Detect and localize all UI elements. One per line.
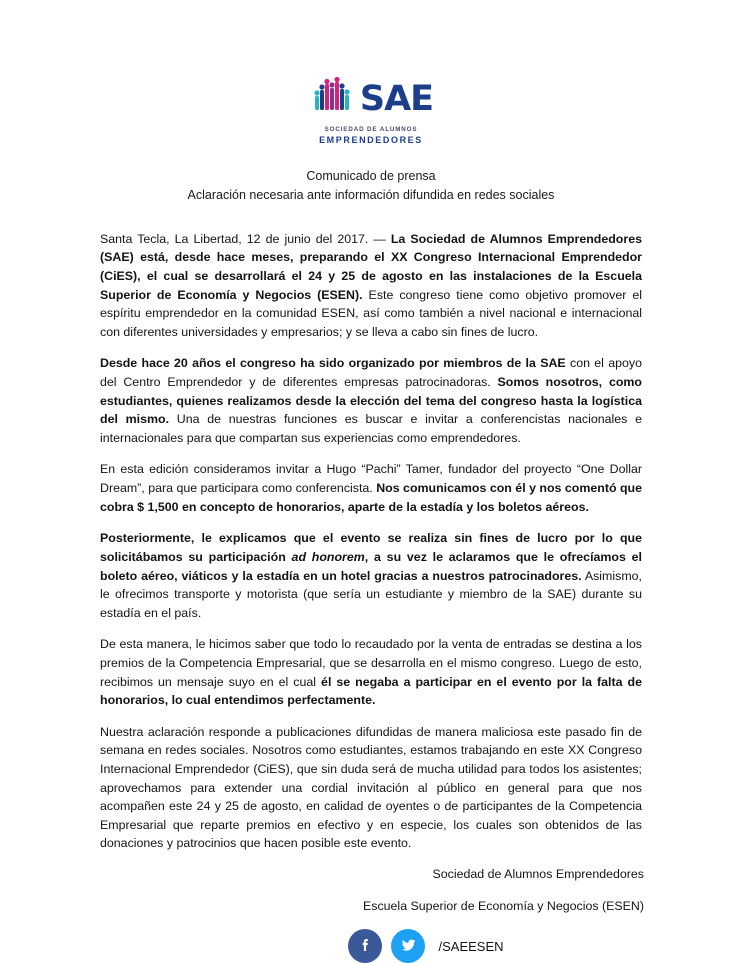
paragraph-3 [100, 460, 642, 516]
text-run: De esta manera, le hicimos saber que todo lo recaudado por la venta de entradas se destina a los premios de la Competencia Empresarial, que se desarrolla en el mismo congreso. Luego de esto, recibimos un mensaje suyo en el cual [100, 637, 642, 689]
text-run: Desde hace 20 años el congreso ha sido organizado por miembros de la SAE [100, 356, 566, 371]
text-run: En esta edición consideramos invitar a Hugo “Pachi” Tamer, fundador del proyecto “One Dollar Dream”, para que participara como conferencista. [100, 462, 642, 496]
social-handle: /SAEESEN [438, 938, 504, 954]
page-subtitle: Aclaración necesaria ante información difundida en redes sociales [187, 188, 555, 203]
text-run: ad honorem [291, 549, 365, 564]
paragraph-1 [100, 230, 642, 342]
paragraph-4 [100, 529, 642, 622]
sae-logo-mark [309, 76, 355, 122]
paragraph-5 [100, 635, 642, 709]
paragraph-6 [100, 723, 642, 853]
text-run: La Sociedad de Alumnos Emprendedores (SAE) está, desde hace meses, preparando el XX Congreso Internacional Emprendedor (CiES), el cual se desarrollará el 24 y 25 de agosto en las instalaciones de la Escuela Superior de Economía y Negocios (ESEN). [100, 231, 642, 302]
page-title: Comunicado de prensa [306, 169, 436, 183]
twitter-icon[interactable] [391, 929, 425, 963]
text-run: Nuestra aclaración responde a publicaciones difundidas de manera maliciosa este pasado fin de semana en redes sociales. Nosotros como estudiantes, estamos trabajando en este XX Congreso Internacional Emprendedor (CiES), que sin duda será de mucha utilidad para todos los asistentes; aprovechamos para extender una cordial invitación al público en general para que nos acompañen este 24 y 25 de agosto, en calidad de oyentes o de participantes de la Competencia Empresarial que reparte premios en efectivo y en especie, los cuales son obtenidos de las donaciones y patrocinios que hacen posible este evento. [100, 724, 642, 851]
logo-row [309, 76, 433, 122]
text-run: Una de nuestras funciones es buscar e invitar a conferencistas nacionales e internacionales para que compartan sus experiencias como emprendedores. [100, 412, 642, 445]
document-body [0, 230, 742, 853]
logo-subtitle-line2: EMPRENDEDORES [319, 135, 423, 145]
logo-wordmark: SAE [359, 78, 434, 119]
text-run: Este congreso tiene como objetivo promover el espíritu emprendedor en la comunidad ESEN, así como también a nivel nacional e internacional con diferentes universidades y empresarios; y se lleva a cabo sin fines de lucro. [100, 287, 642, 339]
text-run: con el apoyo del Centro Emprendedor y de diferentes empresas patrocinadoras. [100, 356, 642, 390]
text-run: Asimismo, le ofrecimos transporte y motorista (que sería un estudiante y miembro de la SAE) durante su estadía en el país. [100, 568, 642, 620]
text-run: Nos comunicamos con él y nos comentó que cobra $ 1,500 en concepto de honorarios, aparte de la estadía y los boletos aéreos. [100, 481, 643, 514]
text-run: , a su vez le aclaramos que le ofrecíamos el boleto aéreo, viáticos y la estadía en un hotel gracias a nuestros patrocinadores. [100, 549, 642, 583]
text-run: Posteriormente, le explicamos que el evento se realiza sin fines de lucro por lo que solicitábamos su participación [100, 531, 642, 564]
facebook-icon[interactable] [348, 929, 382, 963]
text-run: Santa Tecla, La Libertad, 12 de junio del 2017. — [100, 231, 391, 246]
social-bar [0, 929, 742, 963]
signature-organization-2: Escuela Superior de Economía y Negocios (ESEN) [363, 899, 644, 914]
paragraph-2 [100, 354, 642, 447]
text-run: él se negaba a participar en el evento por la falta de honorarios, lo cual entendimos perfectamente. [100, 674, 642, 708]
document-header [0, 167, 742, 206]
text-run: Somos nosotros, como estudiantes, quienes realizamos desde la elección del tema del congreso hasta la logística del mismo. [100, 375, 642, 427]
signature-organization-1: Sociedad de Alumnos Emprendedores [432, 867, 644, 882]
logo-block [0, 0, 742, 145]
logo-subtitle-line1: SOCIEDAD DE ALUMNOS [324, 126, 418, 133]
